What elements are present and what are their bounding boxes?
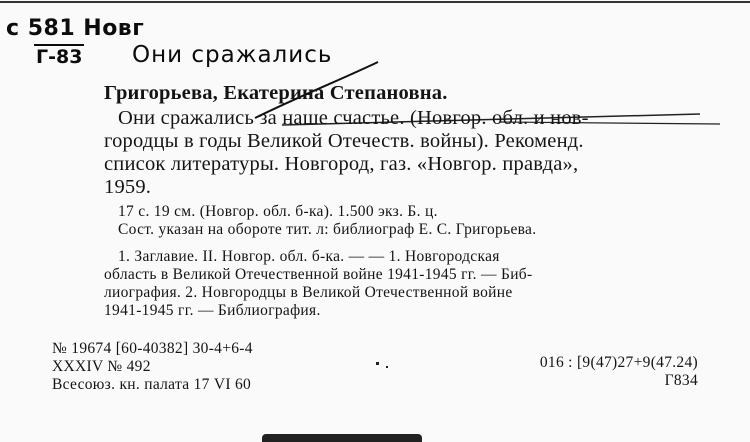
shelf-mark: Г-83 [36,46,83,68]
tracing-line-2: область в Великой Отечественной войне 1941-1945 гг. — Биб- [104,266,533,283]
author-heading: Григорьева, Екатерина Степановна. [104,82,448,104]
title-line-2: городцы в годы Великой Отечеств. войны). Рекоменд. [104,130,584,152]
call-number: с 581 Новг [6,16,145,41]
collation-line: 17 с. 19 см. (Новгор. обл. б-ка). 1.500 экз. Б. ц. [118,203,438,220]
book-chamber: Всесоюз. кн. палата 17 VI 60 [52,376,252,393]
tracing-line-3: лиография. 2. Новгородцы в Великой Отечественной войне [104,284,513,301]
handwritten-title: Они сражались [132,42,333,68]
title-line-4: 1959. [104,176,152,198]
speck-mark [376,362,379,365]
classification-index: 016 : [9(47)27+9(47.24) [539,354,698,371]
title-line-3: список литературы. Новгород, газ. «Новгор. правда», [104,153,579,175]
compiler-note: Сост. указан на обороте тит. л: библиограф Е. С. Григорьева. [118,221,537,238]
registration-line: № 19674 [60-40382] 30-4+6-4 [52,340,253,357]
tracing-line-4: 1941-1945 гг. — Библиография. [104,302,321,319]
title-line-1: Они сражались за наше счастье. (Новгор. обл. и нов- [118,107,589,129]
tracing-line-1: 1. Заглавие. II. Новгор. обл. б-ка. — — 1. Новгородская [118,248,500,265]
speck-mark [386,366,388,368]
cutter-number: Г834 [664,372,698,389]
card-punch-hole [262,434,422,442]
series-number: XXXIV № 492 [52,358,151,375]
